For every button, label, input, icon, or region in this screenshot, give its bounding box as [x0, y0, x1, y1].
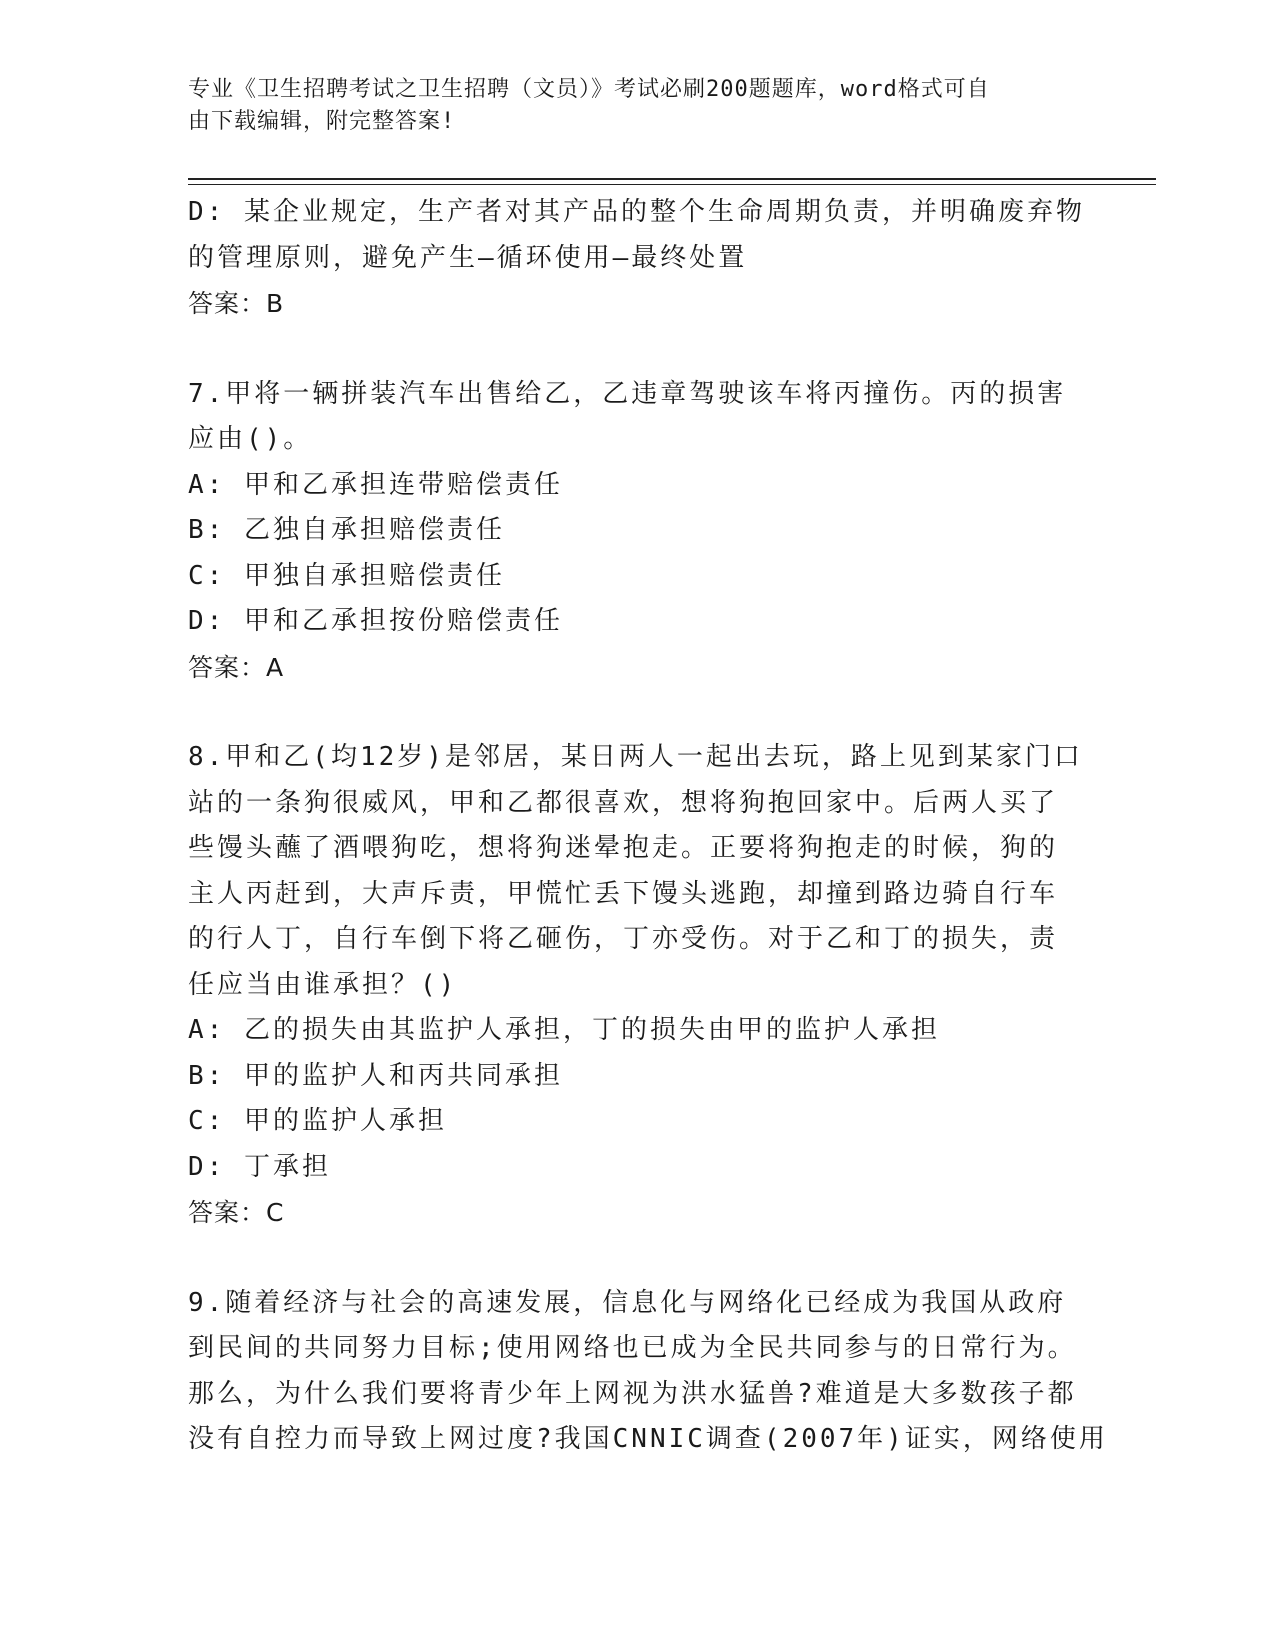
- document-header: [188, 74, 1068, 138]
- q8-stem-line-6: 任应当由谁承担？(): [188, 969, 458, 1000]
- q6-option-d-line-2: 的管理原则，避免产生—循环使用—最终处置: [188, 242, 748, 273]
- header-divider-thin: [188, 184, 1156, 185]
- q8-stem-line-4: 主人丙赶到，大声斥责，甲慌忙丢下馒头逃跑，却撞到路边骑自行车: [188, 878, 1059, 909]
- q8-stem-line-3: 些馒头蘸了酒喂狗吃，想将狗迷晕抱走。正要将狗抱走的时候，狗的: [188, 833, 1059, 863]
- q8-option-b: B: 甲的监护人和丙共同承担: [188, 1060, 563, 1091]
- q7-stem-line-2: 应由()。: [188, 424, 313, 454]
- spacer: [188, 690, 1088, 735]
- q9-stem-line-2: 到民间的共同努力目标;使用网络也已成为全民共同参与的日常行为。: [188, 1333, 1077, 1363]
- q7-option-b: B: 乙独自承担赔偿责任: [188, 515, 505, 545]
- spacer: [188, 1236, 1088, 1281]
- q6-answer: 答案：B: [188, 289, 285, 318]
- header-title-line-1: 专业《卫生招聘考试之卫生招聘（文员）》考试必刷200题题库，word格式可自: [188, 77, 990, 102]
- question-6-tail: [188, 190, 1088, 327]
- q8-answer: 答案：C: [188, 1198, 285, 1227]
- q7-option-d: D: 甲和乙承担按份赔偿责任: [188, 606, 563, 636]
- header-title-line-2: 由下载编辑，附完整答案!: [188, 109, 456, 134]
- question-9: [188, 1281, 1108, 1463]
- q9-stem-line-1: 9.随着经济与社会的高速发展，信息化与网络化已经成为我国从政府: [188, 1287, 1067, 1318]
- q7-option-c: C: 甲独自承担赔偿责任: [188, 560, 505, 591]
- q8-stem-line-1: 8.甲和乙(均12岁)是邻居，某日两人一起出去玩，路上见到某家门口: [188, 742, 1083, 772]
- q7-option-a: A: 甲和乙承担连带赔偿责任: [188, 469, 563, 500]
- q8-stem-line-5: 的行人丁，自行车倒下将乙砸伤，丁亦受伤。对于乙和丁的损失，责: [188, 924, 1059, 954]
- q8-stem-line-2: 站的一条狗很威风，甲和乙都很喜欢，想将狗抱回家中。后两人买了: [188, 787, 1059, 818]
- q9-stem-line-4: 没有自控力而导致上网过度?我国CNNIC调查(2007年)证实，网络使用: [188, 1424, 1108, 1454]
- q8-option-d: D: 丁承担: [188, 1151, 331, 1182]
- question-8: [188, 735, 1088, 1236]
- q7-answer: 答案：A: [188, 652, 285, 682]
- q9-stem-line-3: 那么，为什么我们要将青少年上网视为洪水猛兽?难道是大多数孩子都: [188, 1378, 1077, 1409]
- spacer: [188, 327, 1088, 372]
- document-body: [188, 190, 1108, 1463]
- question-7: [188, 372, 1088, 691]
- q8-option-a: A: 乙的损失由其监护人承担，丁的损失由甲的监护人承担: [188, 1015, 940, 1045]
- header-divider-thick: [188, 178, 1156, 180]
- q7-stem-line-1: 7.甲将一辆拼装汽车出售给乙，乙违章驾驶该车将丙撞伤。丙的损害: [188, 378, 1067, 409]
- q8-option-c: C: 甲的监护人承担: [188, 1106, 447, 1136]
- q6-option-d-line-1: D: 某企业规定，生产者对其产品的整个生命周期负责，并明确废弃物: [188, 197, 1085, 227]
